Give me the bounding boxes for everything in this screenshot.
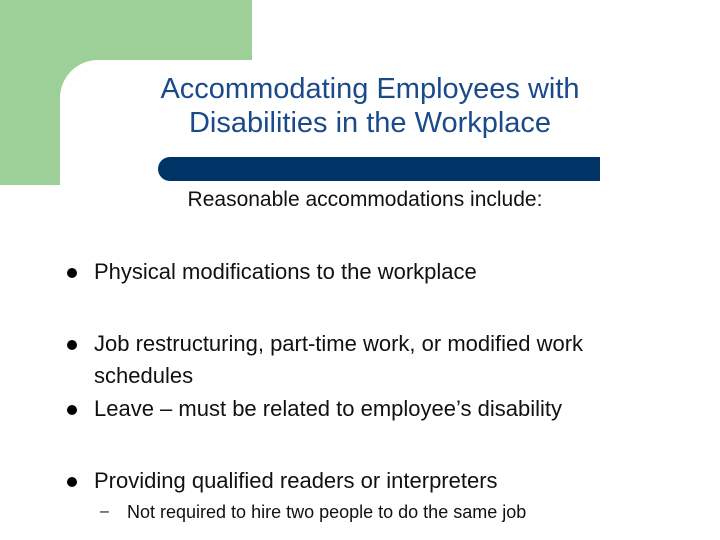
bullet-dot-4 — [67, 477, 77, 487]
bullet-dot-3 — [67, 405, 77, 415]
slide-title-line-1: Accommodating Employees with — [160, 73, 580, 105]
slide-title-line-2: Disabilities in the Workplace — [188, 107, 552, 139]
sub-bullet-text-1: Not required to hire two people to do the same job — [127, 502, 527, 522]
bullet-dot-1 — [67, 268, 77, 278]
bullet-text-1: Physical modifications to the workplace — [94, 259, 477, 284]
bullet-text-3: Leave – must be related to employee’s disability — [94, 396, 562, 421]
slide-subtitle: Reasonable accommodations include: — [187, 188, 543, 211]
bullet-text-4: Providing qualified readers or interpreters — [94, 468, 498, 493]
bullet-dot-2 — [67, 340, 77, 350]
bullet-text-2: Job restructuring, part-time work, or modified work schedules — [94, 331, 584, 388]
slide-title — [70, 72, 670, 140]
title-divider-bar — [158, 157, 600, 181]
sub-bullet-dash: – — [100, 503, 109, 520]
